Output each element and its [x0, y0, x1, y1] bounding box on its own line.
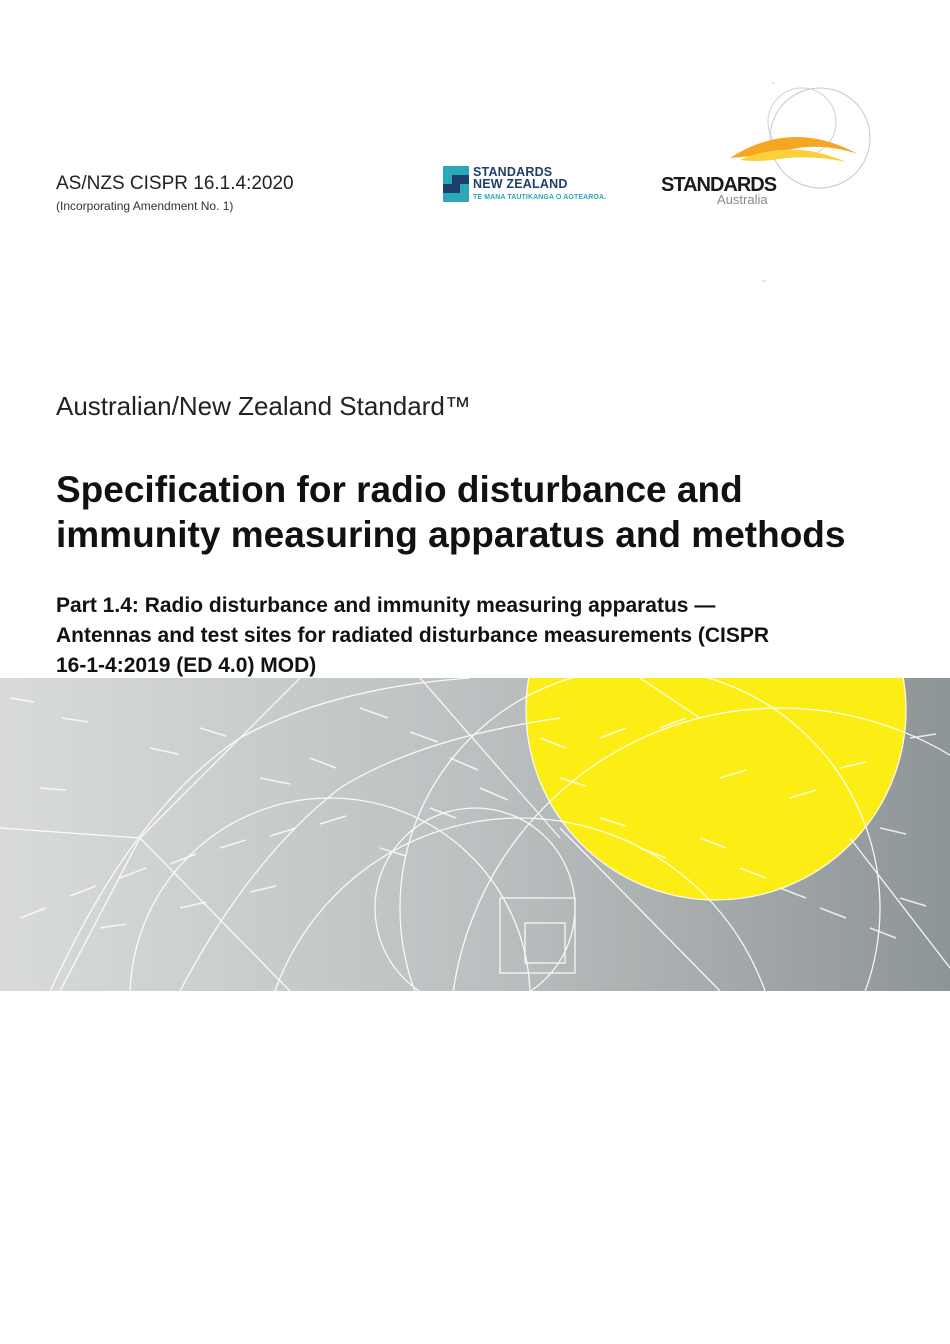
sa-subtitle: Australia — [717, 192, 768, 207]
standards-new-zealand-logo — [443, 166, 613, 206]
snz-tagline: TE MANA TAUTIKANGA O AOTEAROA. — [473, 194, 607, 201]
standard-number: AS/NZS CISPR 16.1.4:2020 — [56, 173, 294, 194]
part-line-1: Part 1.4: Radio disturbance and immunity measuring apparatus — — [56, 594, 716, 617]
part-line-3: 16-1-4:2019 (ED 4.0) MOD) — [56, 654, 317, 677]
document-title — [56, 467, 916, 557]
snz-line1: STANDARDS — [473, 165, 553, 179]
title-line-2: immunity measuring apparatus and methods — [56, 514, 846, 555]
sa-wordmark: STANDARDS — [661, 174, 777, 196]
amendment-note: (Incorporating Amendment No. 1) — [56, 199, 234, 213]
part-line-2: Antennas and test sites for radiated disturbance measurements (CISPR — [56, 624, 770, 647]
part-subtitle — [56, 591, 916, 681]
standard-type-label: Australian/New Zealand Standard™ — [56, 391, 471, 421]
title-line-1: Specification for radio disturbance and — [56, 469, 743, 510]
snz-mark-icon — [443, 166, 469, 202]
snz-line2: NEW ZEALAND — [473, 177, 568, 191]
decorative-cover-band — [0, 678, 950, 991]
